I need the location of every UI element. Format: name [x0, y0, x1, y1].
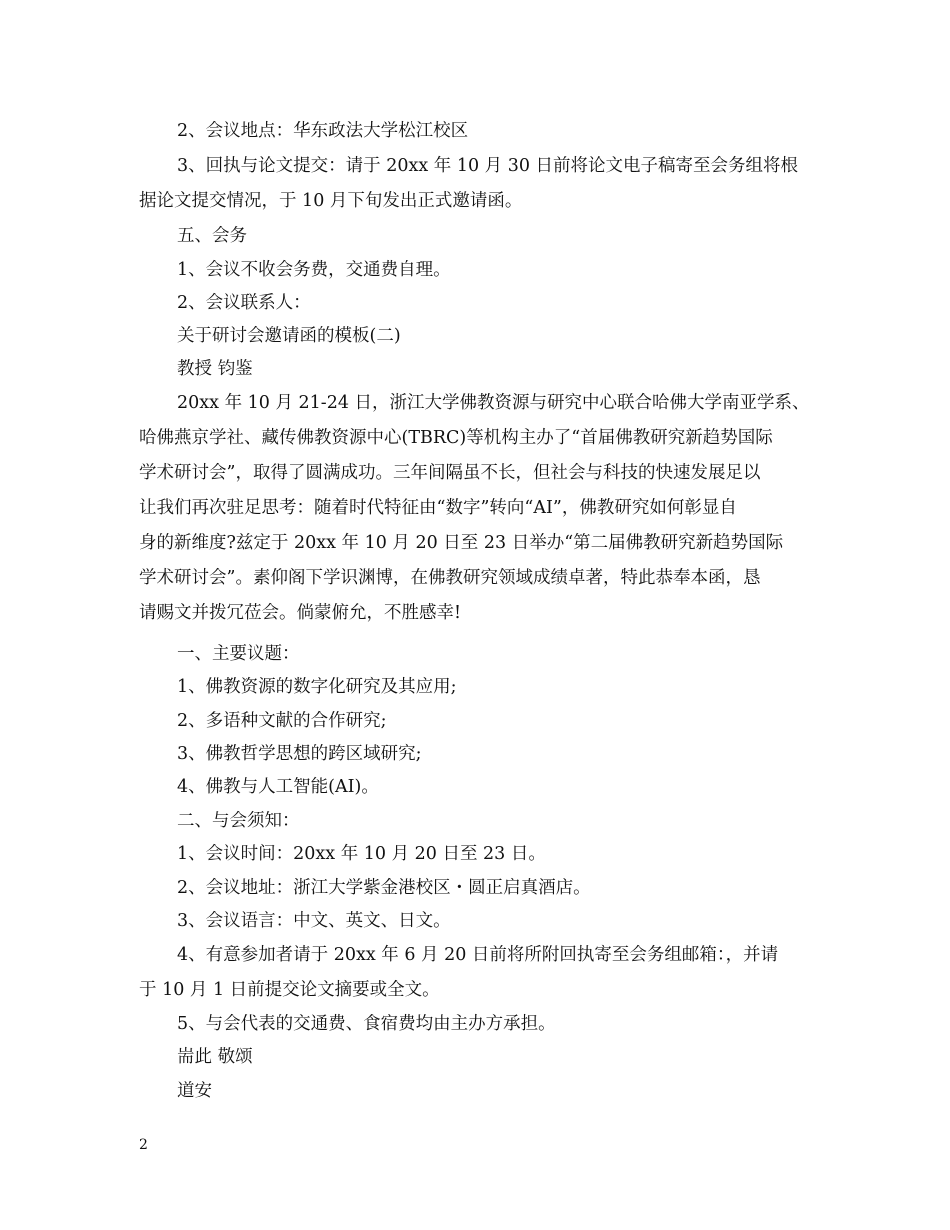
text-line: 请赐文并拨冗莅会。倘蒙俯允，不胜感幸!: [139, 603, 462, 623]
text-line: 学术研讨会”。素仰阁下学识渊博，在佛教研究领域成绩卓著，特此恭奉本函，恳: [139, 568, 761, 588]
closing-line: 耑此 敬颂: [177, 1047, 253, 1067]
text-line: 据论文提交情况，于 10 月下旬发出正式邀请函。: [139, 191, 523, 211]
section-heading: 五、会务: [177, 226, 247, 246]
list-item: 3、会议语言：中文、英文、日文。: [177, 911, 451, 931]
list-item: 1、会议时间：20xx 年 10 月 20 日至 23 日。: [177, 844, 546, 864]
closing-line: 道安: [177, 1081, 212, 1101]
text-line: 哈佛燕京学社、藏传佛教资源中心(TBRC)等机构主办了“首届佛教研究新趋势国际: [139, 428, 773, 448]
section-heading: 二、与会须知：: [177, 811, 300, 831]
text-line: 于 10 月 1 日前提交论文摘要或全文。: [139, 980, 440, 1000]
salutation: 教授 钧鉴: [177, 359, 253, 379]
text-line: 2、会议联系人：: [177, 293, 311, 313]
list-item: 1、佛教资源的数字化研究及其应用;: [177, 677, 457, 697]
text-line: 身的新维度?兹定于 20xx 年 10 月 20 日至 23 日举办“第二届佛教研究新趋势国际: [139, 533, 784, 553]
page-number: 2: [139, 1137, 148, 1153]
list-item: 4、佛教与人工智能(AI)。: [177, 777, 379, 797]
list-item: 3、佛教哲学思想的跨区域研究;: [177, 744, 422, 764]
text-line: 20xx 年 10 月 21-24 日，浙江大学佛教资源与研究中心联合哈佛大学南亚学系、: [177, 393, 810, 413]
text-line: 学术研讨会”，取得了圆满成功。三年间隔虽不长，但社会与科技的快速发展足以: [139, 463, 761, 483]
template-title: 关于研讨会邀请函的模板(二): [177, 326, 401, 346]
section-heading: 一、主要议题：: [177, 644, 300, 664]
text-line: 1、会议不收会务费，交通费自理。: [177, 260, 451, 280]
list-item: 4、有意参加者请于 20xx 年 6 月 20 日前将所附回执寄至会务组邮箱：，并请: [177, 945, 779, 965]
list-item: 2、多语种文献的合作研究;: [177, 711, 387, 731]
text-line: 3、回执与论文提交：请于 20xx 年 10 月 30 日前将论文电子稿寄至会务组将根: [177, 156, 799, 176]
text-line: 2、会议地点：华东政法大学松江校区: [177, 121, 469, 141]
list-item: 2、会议地址：浙江大学紫金港校区・圆正启真酒店。: [177, 878, 591, 898]
text-line: 让我们再次驻足思考：随着时代特征由“数字”转向“AI”，佛教研究如何彰显自: [139, 498, 737, 518]
list-item: 5、与会代表的交通费、食宿费均由主办方承担。: [177, 1014, 556, 1034]
